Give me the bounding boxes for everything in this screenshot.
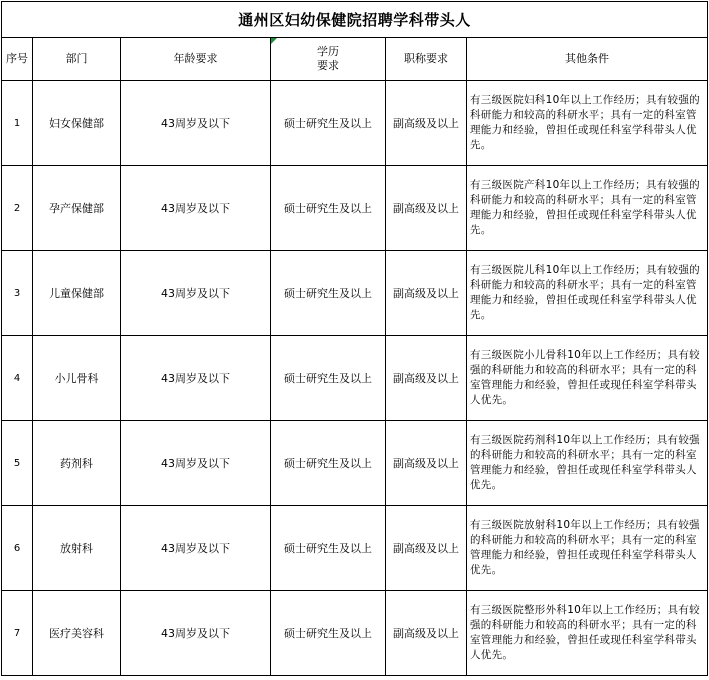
- table-row: [2, 336, 708, 421]
- cell-dept: 医疗美容科: [33, 591, 121, 676]
- cell-title-req: 副高级及以上: [386, 591, 467, 676]
- cell-title-req: 副高级及以上: [386, 81, 467, 166]
- header-edu: [271, 38, 386, 81]
- header-age: 年龄要求: [121, 38, 271, 81]
- cell-edu: 硕士研究生及以上: [271, 336, 386, 421]
- cell-dept: 妇女保健部: [33, 81, 121, 166]
- cell-other: 有三级医院整形外科10年以上工作经历；具有较强的科研能力和较高的科研水平；具有一定的科室管理能力和经验，曾担任或现任科室学科带头人优先。: [467, 591, 708, 676]
- cell-edu: 硕士研究生及以上: [271, 421, 386, 506]
- cell-seq: 4: [2, 336, 33, 421]
- cell-seq: 2: [2, 166, 33, 251]
- cell-dept: 孕产保健部: [33, 166, 121, 251]
- cell-age: 43周岁及以下: [121, 421, 271, 506]
- cell-title-req: 副高级及以上: [386, 166, 467, 251]
- cell-edu: 硕士研究生及以上: [271, 506, 386, 591]
- header-seq: 序号: [2, 38, 33, 81]
- cell-seq: 3: [2, 251, 33, 336]
- cell-seq: 7: [2, 591, 33, 676]
- cell-other: 有三级医院产科10年以上工作经历；具有较强的科研能力和较高的科研水平；具有一定的科室管理能力和经验，曾担任或现任科室学科带头人优先。: [467, 166, 708, 251]
- table-row: [2, 506, 708, 591]
- header-title-req: 职称要求: [386, 38, 467, 81]
- cell-title-req: 副高级及以上: [386, 421, 467, 506]
- cell-dept: 药剂科: [33, 421, 121, 506]
- title-row: [2, 2, 708, 38]
- cell-title-req: 副高级及以上: [386, 251, 467, 336]
- table-row: [2, 251, 708, 336]
- cell-dept: 放射科: [33, 506, 121, 591]
- cell-edu: 硕士研究生及以上: [271, 81, 386, 166]
- cell-edu: 硕士研究生及以上: [271, 591, 386, 676]
- header-edu-line1: 学历: [317, 45, 339, 58]
- header-edu-line2: 要求: [317, 59, 339, 72]
- header-row: [2, 38, 708, 81]
- cell-title-req: 副高级及以上: [386, 336, 467, 421]
- header-other: 其他条件: [467, 38, 708, 81]
- cell-dept: 儿童保健部: [33, 251, 121, 336]
- cell-age: 43周岁及以下: [121, 81, 271, 166]
- cell-dept: 小儿骨科: [33, 336, 121, 421]
- table-title: 通州区妇幼保健院招聘学科带头人: [2, 2, 708, 38]
- cell-age: 43周岁及以下: [121, 166, 271, 251]
- cell-seq: 5: [2, 421, 33, 506]
- cell-edu: 硕士研究生及以上: [271, 251, 386, 336]
- cell-edu: 硕士研究生及以上: [271, 166, 386, 251]
- cell-comment-marker-icon: [271, 38, 277, 44]
- cell-other: 有三级医院小儿骨科10年以上工作经历；具有较强的科研能力和较高的科研水平；具有一定的科室管理能力和经验，曾担任或现任科室学科带头人优先。: [467, 336, 708, 421]
- table-row: [2, 166, 708, 251]
- cell-seq: 1: [2, 81, 33, 166]
- cell-other: 有三级医院妇科10年以上工作经历；具有较强的科研能力和较高的科研水平；具有一定的科室管理能力和经验，曾担任或现任科室学科带头人优先。: [467, 81, 708, 166]
- cell-other: 有三级医院药剂科10年以上工作经历；具有较强的科研能力和较高的科研水平；具有一定的科室管理能力和经验，曾担任或现任科室学科带头人优先。: [467, 421, 708, 506]
- cell-other: 有三级医院放射科10年以上工作经历；具有较强的科研能力和较高的科研水平；具有一定的科室管理能力和经验，曾担任或现任科室学科带头人优先。: [467, 506, 708, 591]
- cell-title-req: 副高级及以上: [386, 506, 467, 591]
- cell-age: 43周岁及以下: [121, 591, 271, 676]
- cell-age: 43周岁及以下: [121, 336, 271, 421]
- cell-other: 有三级医院儿科10年以上工作经历；具有较强的科研能力和较高的科研水平；具有一定的科室管理能力和经验，曾担任或现任科室学科带头人优先。: [467, 251, 708, 336]
- table-row: [2, 591, 708, 676]
- table-row: [2, 421, 708, 506]
- cell-age: 43周岁及以下: [121, 251, 271, 336]
- cell-seq: 6: [2, 506, 33, 591]
- recruitment-table: [1, 1, 708, 676]
- header-dept: 部门: [33, 38, 121, 81]
- cell-age: 43周岁及以下: [121, 506, 271, 591]
- table-row: [2, 81, 708, 166]
